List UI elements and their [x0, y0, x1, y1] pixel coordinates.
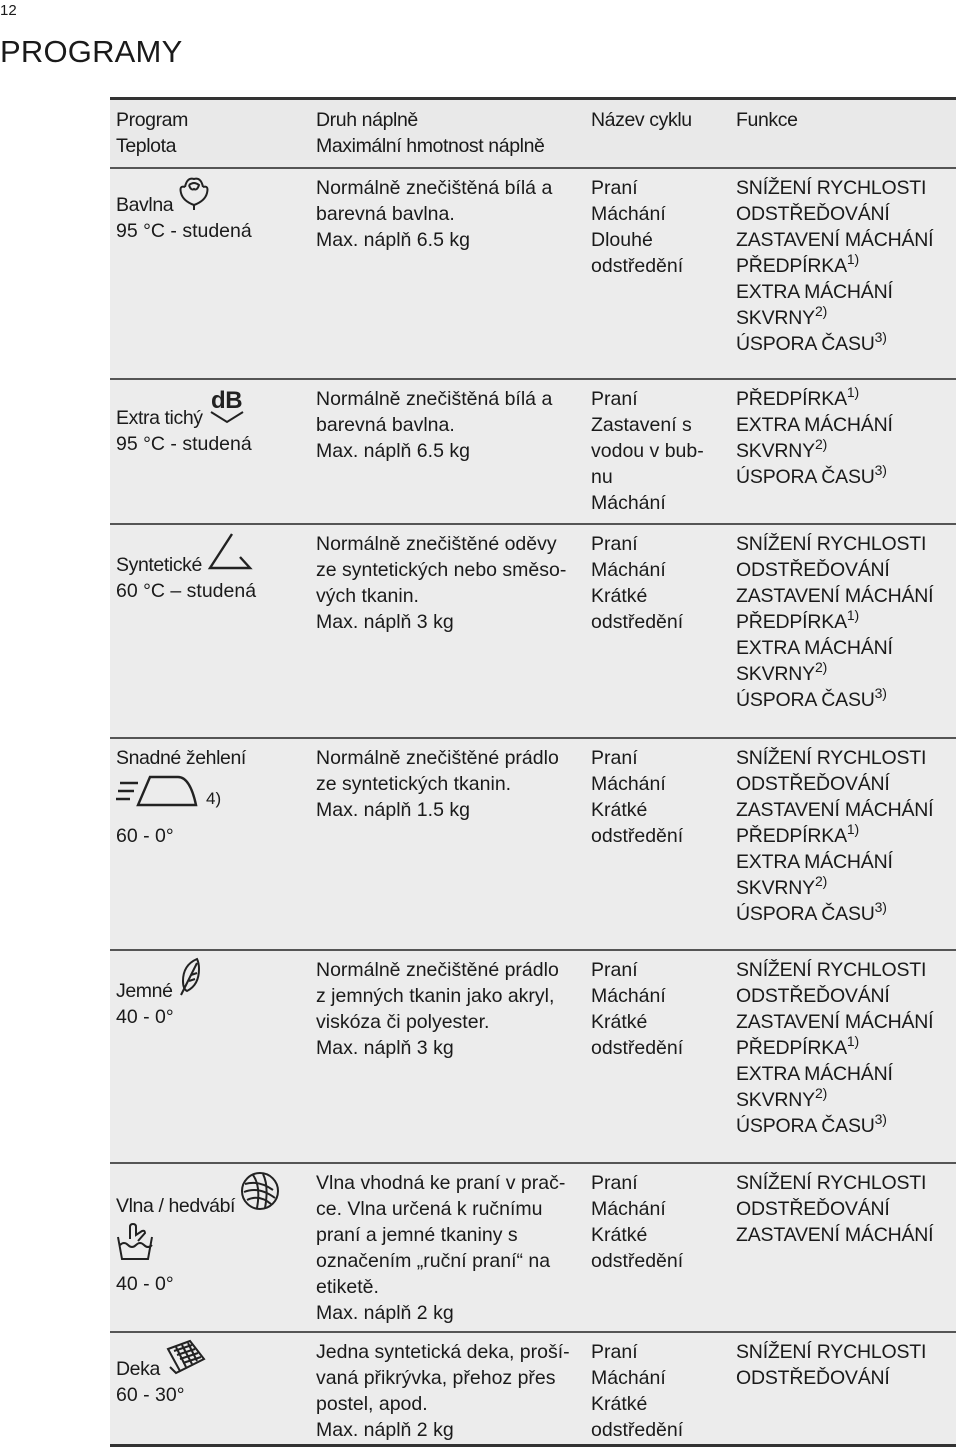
- program-footnote: 4): [206, 789, 222, 808]
- program-temperature: 60 - 0°: [116, 825, 174, 847]
- function-item: SNÍŽENÍ RYCHLOSTI: [736, 959, 927, 981]
- cycle-cell: Praní Máchání Krátké odstředění: [591, 1172, 684, 1272]
- program-cell: [110, 1333, 310, 1444]
- program-cell: [110, 951, 310, 1162]
- program-cell: [110, 380, 310, 523]
- function-item: PŘEDPÍRKA$^{1)}$: [736, 1033, 859, 1059]
- function-item: SKVRNY$^{2)}$: [736, 873, 828, 899]
- hand-wash-icon: [116, 1244, 154, 1266]
- cycle-cell: Praní Zastavení s vodou v bub- nu Máchání: [591, 388, 704, 514]
- table-row: [110, 739, 956, 951]
- function-item: ODSTŘEĎOVÁNÍ: [736, 985, 890, 1007]
- function-item: ODSTŘEĎOVÁNÍ: [736, 1198, 890, 1220]
- program-temperature: 40 - 0°: [116, 1273, 174, 1295]
- function-item: ODSTŘEĎOVÁNÍ: [736, 1367, 890, 1389]
- function-item: PŘEDPÍRKA$^{1)}$: [736, 251, 859, 277]
- cycle-cell: Praní Máchání Krátké odstředění: [591, 747, 684, 847]
- easy-iron-icon: [116, 771, 202, 818]
- function-item: ÚSPORA ČASU$^{3)}$: [736, 899, 887, 925]
- header-cycle: Název cyklu: [591, 109, 692, 131]
- function-item: ÚSPORA ČASU$^{3)}$: [736, 1111, 887, 1137]
- functions-cell: [731, 951, 956, 1162]
- function-item: PŘEDPÍRKA$^{1)}$: [736, 384, 859, 410]
- function-item: SKVRNY$^{2)}$: [736, 659, 828, 685]
- program-name: Bavlna: [116, 194, 174, 216]
- function-item: PŘEDPÍRKA$^{1)}$: [736, 607, 859, 633]
- function-item: SKVRNY$^{2)}$: [736, 436, 828, 462]
- program-temperature: 60 - 30°: [116, 1384, 185, 1406]
- cycle-cell: Praní Máchání Krátké odstředění: [591, 1341, 684, 1441]
- program-name: Vlna / hedvábí: [116, 1195, 236, 1217]
- program-cell: [110, 169, 310, 378]
- program-name: Snadné žehlení: [116, 747, 246, 769]
- function-item: SNÍŽENÍ RYCHLOSTI: [736, 177, 927, 199]
- program-name: Jemné: [116, 980, 173, 1002]
- functions-cell: [731, 1333, 956, 1444]
- table-row: [110, 169, 956, 380]
- function-item: SKVRNY$^{2)}$: [736, 303, 828, 329]
- db-quiet-icon: [207, 386, 247, 431]
- load-cell: Jedna syntetická deka, proší- vaná přikrývka, přehoz přes postel, apod. Max. náplň 2 kg: [316, 1341, 570, 1441]
- function-item: ÚSPORA ČASU$^{3)}$: [736, 462, 887, 488]
- cotton-flower-icon: [177, 175, 211, 218]
- page-number: 12: [0, 2, 17, 19]
- header-load: Druh náplně Maximální hmotnost náplně: [316, 109, 545, 157]
- cycle-cell: Praní Máchání Krátké odstředění: [591, 959, 684, 1059]
- blanket-icon: [164, 1339, 208, 1382]
- program-cell: [110, 525, 310, 737]
- cycle-cell: Praní Máchání Dlouhé odstředění: [591, 177, 684, 277]
- table-row: [110, 951, 956, 1164]
- table-row: [110, 1333, 956, 1447]
- program-temperature: 95 °C - studená: [116, 220, 252, 242]
- programs-table: [110, 97, 956, 1447]
- function-item: ZASTAVENÍ MÁCHÁNÍ: [736, 229, 934, 251]
- function-item: EXTRA MÁCHÁNÍ: [736, 637, 893, 659]
- load-cell: Normálně znečištěné oděvy ze syntetických nebo směso- vých tkanin. Max. náplň 3 kg: [316, 533, 567, 633]
- function-item: ODSTŘEĎOVÁNÍ: [736, 559, 890, 581]
- function-item: SKVRNY$^{2)}$: [736, 1085, 828, 1111]
- synthetic-triangle-icon: [206, 531, 254, 578]
- function-item: ZASTAVENÍ MÁCHÁNÍ: [736, 585, 934, 607]
- feather-icon: [177, 957, 203, 1004]
- program-temperature: 40 - 0°: [116, 1006, 174, 1028]
- functions-cell: [731, 169, 956, 378]
- load-cell: Normálně znečištěná bílá a barevná bavlna. Max. náplň 6.5 kg: [316, 388, 553, 462]
- program-cell: [110, 1164, 310, 1331]
- program-cell: [110, 739, 310, 949]
- cycle-cell: Praní Máchání Krátké odstředění: [591, 533, 684, 633]
- table-row: [110, 380, 956, 525]
- program-name: Extra tichý: [116, 407, 203, 429]
- function-item: ZASTAVENÍ MÁCHÁNÍ: [736, 799, 934, 821]
- functions-cell: [731, 1164, 956, 1331]
- function-item: SNÍŽENÍ RYCHLOSTI: [736, 533, 927, 555]
- table-row: [110, 525, 956, 739]
- load-cell: Normálně znečištěná bílá a barevná bavlna. Max. náplň 6.5 kg: [316, 177, 553, 251]
- functions-cell: [731, 739, 956, 949]
- program-name: Deka: [116, 1358, 160, 1380]
- function-item: ODSTŘEĎOVÁNÍ: [736, 203, 890, 225]
- function-item: SNÍŽENÍ RYCHLOSTI: [736, 1341, 927, 1363]
- function-item: EXTRA MÁCHÁNÍ: [736, 1063, 893, 1085]
- function-item: SNÍŽENÍ RYCHLOSTI: [736, 1172, 927, 1194]
- page-title: PROGRAMY: [0, 34, 183, 69]
- program-temperature: 95 °C - studená: [116, 433, 252, 455]
- wool-ball-icon: [239, 1170, 281, 1219]
- function-item: PŘEDPÍRKA$^{1)}$: [736, 821, 859, 847]
- function-item: ZASTAVENÍ MÁCHÁNÍ: [736, 1224, 934, 1246]
- load-cell: Normálně znečištěné prádlo z jemných tkanin jako akryl, viskóza či polyester. Max. náplň 3 kg: [316, 959, 559, 1059]
- function-item: SNÍŽENÍ RYCHLOSTI: [736, 747, 927, 769]
- function-item: EXTRA MÁCHÁNÍ: [736, 851, 893, 873]
- function-item: ÚSPORA ČASU$^{3)}$: [736, 685, 887, 711]
- load-cell: Vlna vhodná ke praní v prač- ce. Vlna určená k ručnímu praní a jemné tkaniny s označením „ruční praní“ na etiketě. Max. náplň 2 kg: [316, 1172, 566, 1324]
- table-header: [110, 100, 956, 169]
- function-item: EXTRA MÁCHÁNÍ: [736, 281, 893, 303]
- functions-cell: [731, 525, 956, 737]
- svg-text:dB: dB: [210, 387, 242, 414]
- functions-cell: [731, 380, 956, 523]
- program-temperature: 60 °C – studená: [116, 580, 257, 602]
- function-item: ODSTŘEĎOVÁNÍ: [736, 773, 890, 795]
- function-item: ÚSPORA ČASU$^{3)}$: [736, 329, 887, 355]
- function-item: EXTRA MÁCHÁNÍ: [736, 414, 893, 436]
- program-name: Syntetické: [116, 554, 202, 576]
- header-program: Program Teplota: [116, 109, 188, 157]
- load-cell: Normálně znečištěné prádlo ze syntetických tkanin. Max. náplň 1.5 kg: [316, 747, 559, 821]
- table-row: [110, 1164, 956, 1333]
- header-functions: Funkce: [736, 109, 798, 131]
- function-item: ZASTAVENÍ MÁCHÁNÍ: [736, 1011, 934, 1033]
